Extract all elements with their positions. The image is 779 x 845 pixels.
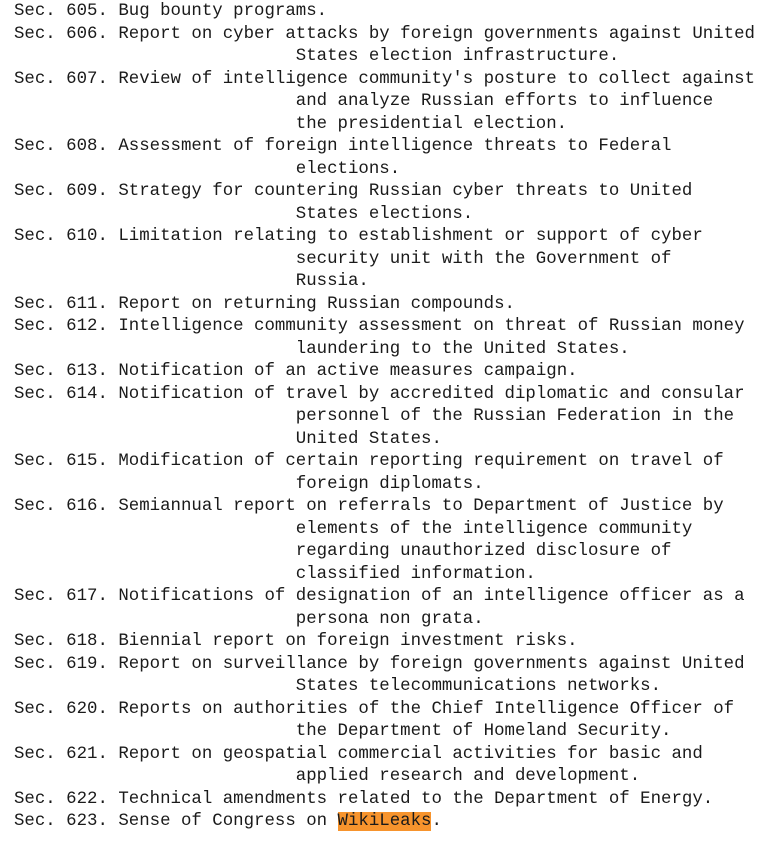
section-entry-continuation xyxy=(14,564,779,587)
section-entry-continuation xyxy=(14,249,779,272)
section-entry xyxy=(14,631,779,654)
section-number: Sec. 621. xyxy=(14,744,119,764)
section-title: Notification of travel by accredited diplomatic and consular xyxy=(118,384,745,404)
section-title-continued: regarding unauthorized disclosure of xyxy=(295,542,672,561)
section-entry-continuation xyxy=(14,339,779,362)
section-title-continued: elements of the intelligence community xyxy=(295,519,693,539)
section-title-continued: the presidential election. xyxy=(295,114,568,134)
section-entry xyxy=(14,811,779,834)
section-number: Sec. 610. xyxy=(14,227,119,246)
section-title-continued: States telecommunications networks. xyxy=(295,677,662,696)
section-entry xyxy=(14,294,779,317)
section-entry-continuation xyxy=(14,721,779,744)
section-number: Sec. 614. xyxy=(14,384,119,404)
section-entry xyxy=(14,654,779,677)
section-number: Sec. 611. xyxy=(14,294,119,314)
section-title: Notification of an active measures campaign. xyxy=(118,362,578,381)
section-title: Bug bounty programs. xyxy=(118,2,328,21)
section-title-continued: persona non grata. xyxy=(295,609,484,629)
section-entry-continuation xyxy=(14,429,779,452)
section-title: Notifications of designation of an intelligence officer as a xyxy=(118,587,745,606)
section-entry-continuation xyxy=(14,46,779,69)
section-entry xyxy=(14,1,779,24)
section-title-continued: elections. xyxy=(295,159,401,179)
section-number: Sec. 616. xyxy=(14,497,119,516)
section-title-continued: and analyze Russian efforts to influence xyxy=(295,92,714,111)
section-title-continued: security unit with the Government of xyxy=(295,249,672,269)
section-number: Sec. 620. xyxy=(14,699,119,719)
section-entry-continuation xyxy=(14,676,779,699)
section-title: Limitation relating to establishment or support of cyber xyxy=(118,227,703,246)
section-entry xyxy=(14,451,779,474)
section-title: Modification of certain reporting requirement on travel of xyxy=(118,452,724,471)
section-number: Sec. 605. xyxy=(14,2,119,21)
section-number: Sec. 607. xyxy=(14,69,119,89)
section-entry-continuation xyxy=(14,114,779,137)
section-title: Strategy for countering Russian cyber threats to United xyxy=(118,182,693,201)
section-entry-continuation xyxy=(14,541,779,564)
section-title: Report on surveillance by foreign governments against United xyxy=(118,654,745,674)
section-title-continued: laundering to the United States. xyxy=(295,339,630,359)
section-title-continued: States elections. xyxy=(295,204,474,224)
section-number: Sec. 619. xyxy=(14,654,119,674)
section-title: Assessment of foreign intelligence threats to Federal xyxy=(118,137,672,156)
section-title: Report on cyber attacks by foreign governments against United xyxy=(118,24,755,44)
section-number: Sec. 622. xyxy=(14,789,119,809)
section-title-continued: United States. xyxy=(295,429,442,449)
section-number: Sec. 623. xyxy=(14,812,119,831)
section-number: Sec. 618. xyxy=(14,632,119,651)
section-title-continued: Russia. xyxy=(295,272,369,291)
section-entry xyxy=(14,361,779,384)
section-entry-continuation xyxy=(14,271,779,294)
section-number: Sec. 613. xyxy=(14,362,119,381)
section-title-continued: classified information. xyxy=(295,564,536,584)
section-entry-continuation xyxy=(14,609,779,632)
section-title-suffix: . xyxy=(431,812,442,831)
section-entry xyxy=(14,789,779,812)
section-entry-continuation xyxy=(14,519,779,542)
section-entry xyxy=(14,136,779,159)
section-entry xyxy=(14,24,779,47)
section-entry-continuation xyxy=(14,91,779,114)
section-title: Biennial report on foreign investment risks. xyxy=(118,632,578,651)
section-entry xyxy=(14,181,779,204)
section-entry xyxy=(14,744,779,767)
section-entry-continuation xyxy=(14,474,779,497)
section-number: Sec. 615. xyxy=(14,452,119,471)
section-title: Reports on authorities of the Chief Intelligence Officer of xyxy=(118,699,735,719)
section-entry-continuation xyxy=(14,204,779,227)
section-title-continued: foreign diplomats. xyxy=(295,474,484,494)
section-title: Report on returning Russian compounds. xyxy=(118,294,515,314)
section-entry xyxy=(14,384,779,407)
section-title: Technical amendments related to the Department of Energy. xyxy=(118,789,714,809)
section-title: Review of intelligence community's posture to collect against xyxy=(118,69,755,89)
section-number: Sec. 609. xyxy=(14,182,119,201)
section-number: Sec. 606. xyxy=(14,24,119,44)
section-entry xyxy=(14,699,779,722)
section-entry-continuation xyxy=(14,159,779,182)
section-title: Intelligence community assessment on threat of Russian money xyxy=(118,317,745,336)
section-entry-continuation xyxy=(14,766,779,789)
section-title-continued: States election infrastructure. xyxy=(295,47,620,66)
section-entry-continuation xyxy=(14,406,779,429)
section-title: Semiannual report on referrals to Department of Justice by xyxy=(118,497,724,516)
section-title-continued: the Department of Homeland Security. xyxy=(295,722,672,741)
section-entry xyxy=(14,226,779,249)
section-entry xyxy=(14,316,779,339)
section-title: Sense of Congress on xyxy=(118,812,338,831)
section-title-continued: personnel of the Russian Federation in the xyxy=(295,407,735,426)
section-number: Sec. 608. xyxy=(14,137,119,156)
search-highlight: WikiLeaks xyxy=(337,812,432,831)
section-entry xyxy=(14,69,779,92)
section-entry xyxy=(14,586,779,609)
section-title-continued: applied research and development. xyxy=(295,767,641,786)
section-number: Sec. 612. xyxy=(14,317,119,336)
section-number: Sec. 617. xyxy=(14,587,119,606)
section-entry xyxy=(14,496,779,519)
section-title: Report on geospatial commercial activities for basic and xyxy=(118,744,703,764)
